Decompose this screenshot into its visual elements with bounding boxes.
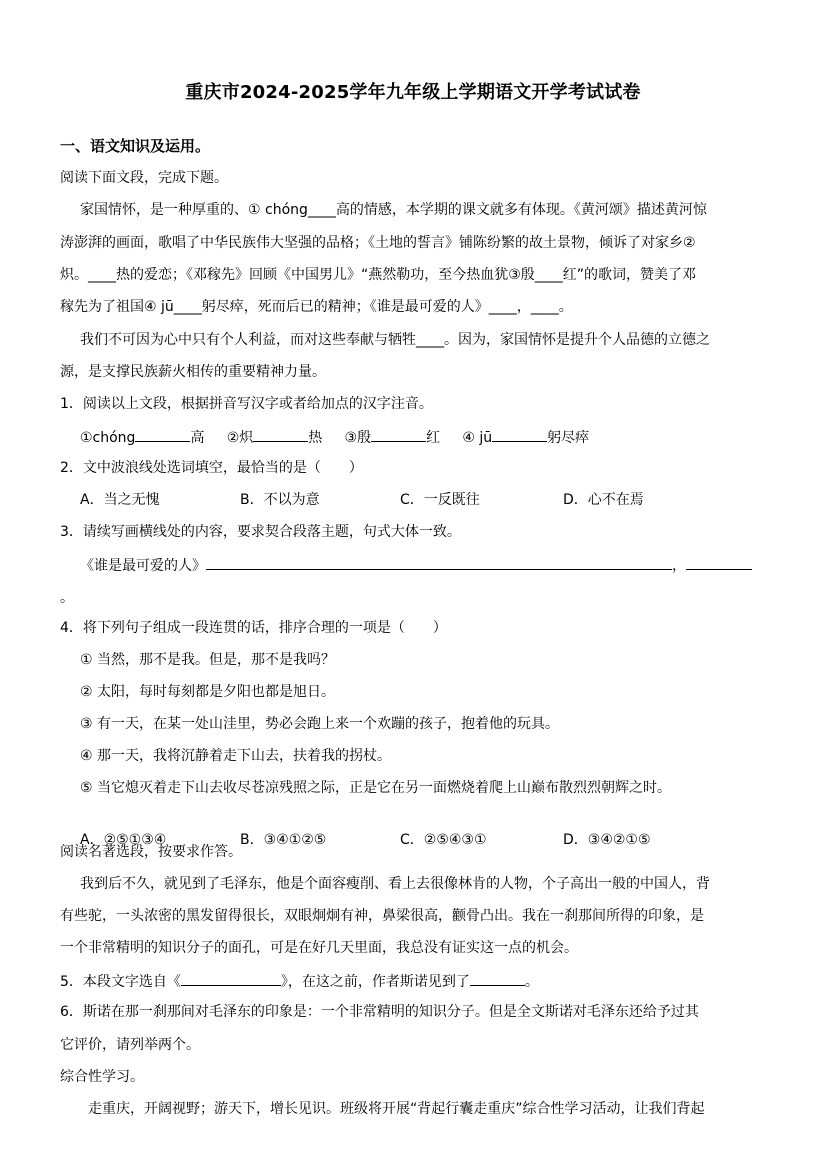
question-3-stem: 3．请续写画横线处的内容，要求契合段落主题，句式大体一致。 [60, 524, 461, 540]
question-4-stem: 4．将下列句子组成一段连贯的话，排序合理的一项是（ ） [60, 620, 447, 636]
answer-blank[interactable] [253, 426, 308, 442]
passage-line: 家国情怀，是一种厚重的、① chóng____高的情感，本学期的课文就多有体现。《黄河颂》描述黄河惊 [80, 202, 707, 218]
question-5-text: 5．本段文字选自《 [60, 974, 181, 990]
option-d[interactable]: D．③④②①⑤ [563, 832, 651, 848]
item-label: 躬尽瘁 [547, 430, 590, 446]
item-label: ④ jū [462, 430, 493, 446]
reading-instruction: 阅读下面文段，完成下题。 [60, 170, 228, 186]
reading-instruction: 阅读名著选段，按要求作答。 [60, 844, 242, 860]
question-5-text: 》，在这之前，作者斯诺见到了 [280, 974, 470, 990]
comma: ， [672, 558, 686, 574]
passage-line: 炽。____热的爱恋；《邓稼先》回顾《中国男儿》“燕然勒功，至今热血犹③殷____红”的歌词，赞美了邓 [60, 267, 697, 283]
sentence-item: ③ 有一天，在某一处山洼里，势必会跑上来一个欢蹦的孩子，抱着他的玩具。 [80, 716, 559, 732]
section-heading: 一、语文知识及运用。 [60, 137, 211, 155]
item-label: 热 [308, 430, 323, 446]
sentence-item: ⑤ 当它熄灭着走下山去收尽苍凉残照之际，正是它在另一面燃烧着爬上山巅布散烈烈朝辉之时。 [80, 780, 671, 796]
passage-line: 稼先为了祖国④ jū____躬尽瘁，死而后已的精神；《谁是最可爱的人》____，____。 [60, 299, 573, 315]
item-label: 高 [190, 430, 205, 446]
answer-blank[interactable] [135, 426, 190, 442]
answer-blank[interactable] [470, 970, 525, 986]
page-title: 重庆市2024-2025学年九年级上学期语文开学考试试卷 [185, 82, 641, 103]
question-1-stem: 1．阅读以上文段，根据拼音写汉字或者给加点的汉字注音。 [60, 396, 433, 412]
answer-blank-short[interactable] [686, 554, 752, 570]
sentence-item: ② 太阳，每时每刻都是夕阳也都是旭日。 [80, 684, 335, 700]
option-a[interactable]: A．当之无愧 [80, 492, 160, 508]
reading-instruction: 综合性学习。 [60, 1069, 144, 1085]
answer-blank[interactable] [181, 970, 281, 986]
question-6-line: 6．斯诺在那一刹那间对毛泽东的印象是：一个非常精明的知识分子。但是全文斯诺对毛泽东还给予过其 [60, 1004, 699, 1020]
option-a[interactable]: A．②⑤①③④ [80, 832, 167, 848]
answer-blank-long[interactable] [206, 554, 672, 570]
option-c[interactable]: C．一反既往 [400, 492, 480, 508]
question-3-answer-line [80, 554, 790, 576]
option-d[interactable]: D．心不在焉 [563, 492, 644, 508]
question-5-text: 。 [524, 974, 539, 990]
question-2-stem: 2．文中波浪线处选词填空，最恰当的是（ ） [60, 460, 363, 476]
item-label: ①chóng [80, 430, 136, 446]
passage-line: 我到后不久，就见到了毛泽东，他是个面容瘦削、看上去很像林肯的人物，个子高出一般的中国人，背 [80, 876, 710, 892]
item-label: 红 [426, 430, 441, 446]
passage-line: 一个非常精明的知识分子的面孔，可是在好几天里面，我总没有证实这一点的机会。 [60, 940, 578, 956]
item-label: ②炽 [226, 430, 254, 446]
question-6-line: 它评价，请列举两个。 [60, 1037, 200, 1053]
answer-prefix: 《谁是最可爱的人》 [80, 558, 206, 574]
answer-blank[interactable] [371, 426, 426, 442]
option-b[interactable]: B．③④①②⑤ [240, 832, 327, 848]
period: 。 [60, 590, 74, 606]
option-c[interactable]: C．②⑤④③① [400, 832, 487, 848]
question-1-answers [80, 426, 790, 448]
passage-line: 有些驼，一头浓密的黑发留得很长，双眼炯炯有神，鼻梁很高，颧骨凸出。我在一刹那间所得的印象，是 [60, 908, 704, 924]
item-label: ③殷 [344, 430, 372, 446]
passage-line: 涛澎湃的画面，歌唱了中华民族伟大坚强的品格；《土地的誓言》铺陈纷繁的故土景物，倾诉了对家乡② [60, 235, 696, 251]
sentence-item: ④ 那一天，我将沉静着走下山去，扶着我的拐杖。 [80, 748, 391, 764]
passage-line: 走重庆，开阔视野；游天下，增长见识。班级将开展“背起行囊走重庆”综合性学习活动，让我们背起 [88, 1101, 705, 1117]
option-b[interactable]: B．不以为意 [240, 492, 320, 508]
passage-line: 我们不可因为心中只有个人利益，而对这些奉献与牺牲____。因为，家国情怀是提升个人品德的立德之 [80, 332, 710, 348]
question-5 [60, 970, 770, 992]
question-2-options [80, 490, 790, 510]
sentence-item: ① 当然，那不是我。但是，那不是我吗？ [80, 652, 335, 668]
passage-line: 源，是支撑民族薪火相传的重要精神力量。 [60, 364, 326, 380]
answer-blank[interactable] [492, 426, 547, 442]
